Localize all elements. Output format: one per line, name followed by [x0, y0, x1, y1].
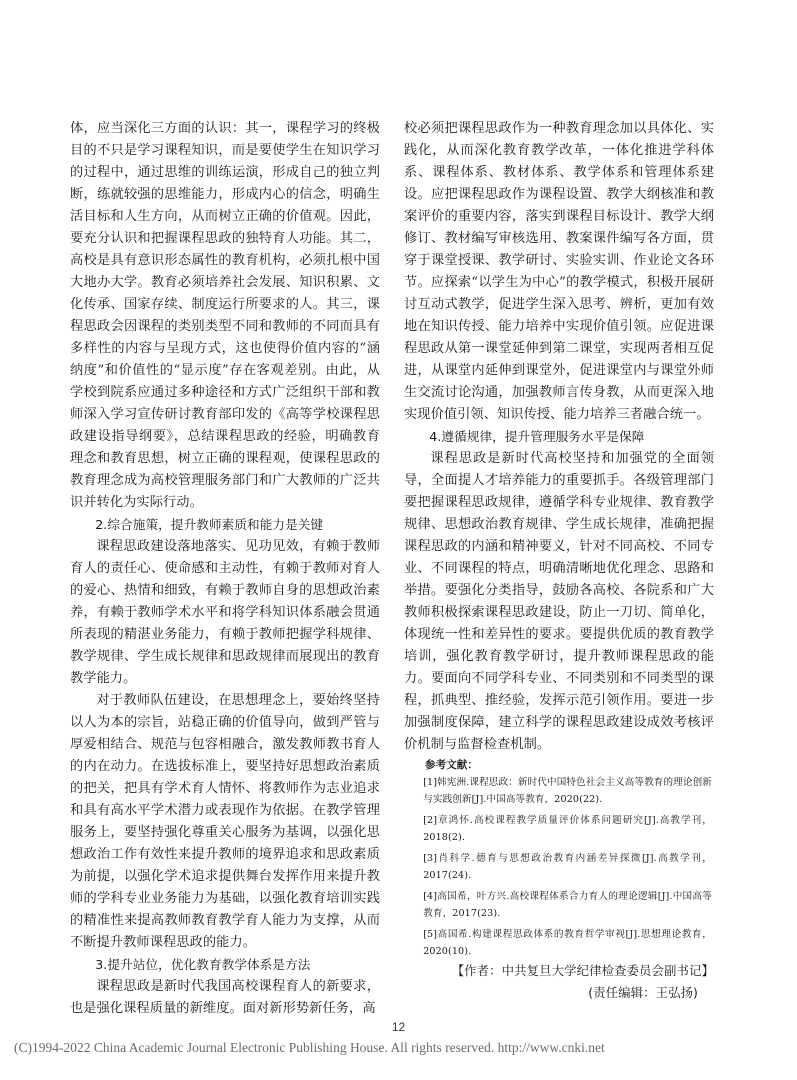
- paragraph: 校必须把课程思政作为一种教育理念加以具体化、实践化，从而深化教育教学改革，一体化推进学科体系、课程体系、教材体系、教学体系和管理体系建设。应把课程思政作为课程设置、教学大纲核准和教案评价的重要内容，落实到课程目标设计、教学大纲修订、教材编写审核选用、教案课件编写各方面，贯穿于课堂授课、教学研讨、实验实训、作业论文各环节。应探索“以学生为中心”的教学模式，积极开展研讨互动式教学，促进学生深入思考、辨析，更加有效地在知识传授、能力培养中实现价值引领。应促进课程思政从第一课堂延伸到第二课堂，实现两者相互促进，从课堂内延伸到课堂外，促进课堂内与课堂外师生交流讨论沟通，加强教师言传身教，从而更深入地实现价值引领、知识传授、能力培养三者融合统一。: [404, 121, 714, 422]
- paragraph: 课程思政是新时代高校坚持和加强党的全面领导，全面提人才培养能力的重要抓手。各级管理部门要把握课程思政规律，遵循学科专业规律、教育教学规律、思想政治教育规律、学生成长规律，准确把握课程思政的内涵和精神要义，针对不同高校、不同专业、不同课程的特点，明确清晰地优化理念、思路和举措。要强化分类指导，鼓励各高校、各院系和广大教师积极探索课程思政建设，防止一刀切、简单化，体现统一性和差异性的要求。要提供优质的教育教学培训，强化教育教学研讨，提升教师课程思政的能力。要面向不同学科专业、不同类别和不同类型的课程，抓典型、推经验，发挥示范引领作用。要进一步加强制度保障，建立科学的课程思政建设成效考核评价机制与监督检查机制。: [404, 451, 714, 752]
- copyright-footer: (C)1994-2022 China Academic Journal Electronic Publishing House. All rights reserved. http://www.cnki.net: [14, 1040, 605, 1055]
- editor-note: (责任编辑：王弘扬): [588, 985, 698, 1000]
- page-number: 12: [391, 1020, 406, 1034]
- author-note: 【作者：中共复旦大学纪律检查委员会副书记】: [451, 963, 714, 978]
- left-column: [70, 118, 380, 1020]
- paragraph: 课程思政是新时代我国高校课程育人的新要求，也是强化课程质量的新维度。面对新形势新任务，高: [70, 979, 380, 1016]
- reference-item: [3]肖科学.德育与思想政治教育内涵差异探微[J].高教学刊，2017(24).: [423, 853, 712, 881]
- right-column: [404, 118, 714, 1004]
- reference-item: [2]章鸿怀.高校课程教学质量评价体系问题研究[J].高教学刊，2018(2).: [423, 815, 712, 843]
- reference-item: [1]韩宪洲.课程思政：新时代中国特色社会主义高等教育的理论创新与实践创新[J].中国高等教育，2020(22).: [423, 777, 712, 805]
- reference-item: [5]高国希.构建课程思政体系的教育哲学审视[J].思想理论教育，2020(10).: [423, 929, 712, 957]
- section-heading-4: 4.遵循规律，提升管理服务水平是保障: [429, 429, 645, 444]
- references-list: [404, 774, 714, 960]
- paragraph: 体，应当深化三方面的认识：其一，课程学习的终极目的不只是学习课程知识，而是要使学生在知识学习的过程中，通过思维的训练运演，形成自己的独立判断，练就较强的思维能力，形成内心的信念，明确生活目标和人生方向，从而树立正确的价值观。因此，要充分认识和把握课程思政的独特育人功能。其二，高校是具有意识形态属性的教育机构，必须扎根中国大地办大学。教育必须培养社会发展、知识积累、文化传承、国家存续、制度运行所要求的人。其三，课程思政会因课程的类别类型不同和教师的不同而具有多样性的内容与呈现方式，这也使得价值内容的“涵纳度”和价值性的“显示度”存在客观差别。由此，从学校到院系应通过多种途径和方式广泛组织干部和教师深入学习宣传研讨教育部印发的《高等学校课程思政建设指导纲要》，总结课程思政的经验，明确教育理念和教育思想，树立正确的课程观，使课程思政的教育理念成为高校管理服务部门和广大教师的广泛共识并转化为实际行动。: [70, 121, 380, 510]
- references-title: 参考文献：: [425, 759, 478, 771]
- section-heading-3: 3.提升站位，优化教育教学体系是方法: [95, 957, 311, 972]
- section-heading-2: 2.综合施策，提升教师素质和能力是关键: [95, 517, 324, 532]
- reference-item: [4]高国希，叶方兴.高校课程体系合力育人的理论逻辑[J].中国高等教育，2017(23).: [423, 891, 712, 919]
- paragraph: 对于教师队伍建设，在思想理念上，要始终坚持以人为本的宗旨，站稳正确的价值导向，做到严管与厚爱相结合、规范与包容相融合，激发教师教书育人的内在动力。在选拔标准上，要坚持好思想政治素质的把关，把具有学术育人情怀、将教师作为志业追求和具有高水平学术潜力或表现作为依据。在教学管理服务上，要坚持强化尊重关心服务为基调，以强化思想政治工作有效性来提升教师的境界追求和思政素质为前提，以强化学术追求提供舞台发挥作用来提升教师的学科专业业务能力为基础，以强化教育培训实践的精准性来提高教师教育教学育人能力为支撑，从而不断提升教师课程思政的能力。: [70, 693, 380, 950]
- paragraph: 课程思政建设落地落实、见功见效，有赖于教师育人的责任心、使命感和主动性，有赖于教师对育人的爱心、热情和细致，有赖于教师自身的思想政治素养，有赖于教师学术水平和将学科知识体系融会贯通所表现的精湛业务能力，有赖于教师把握学科规律、教学规律、学生成长规律和思政规律而展现出的教育教学能力。: [70, 539, 380, 686]
